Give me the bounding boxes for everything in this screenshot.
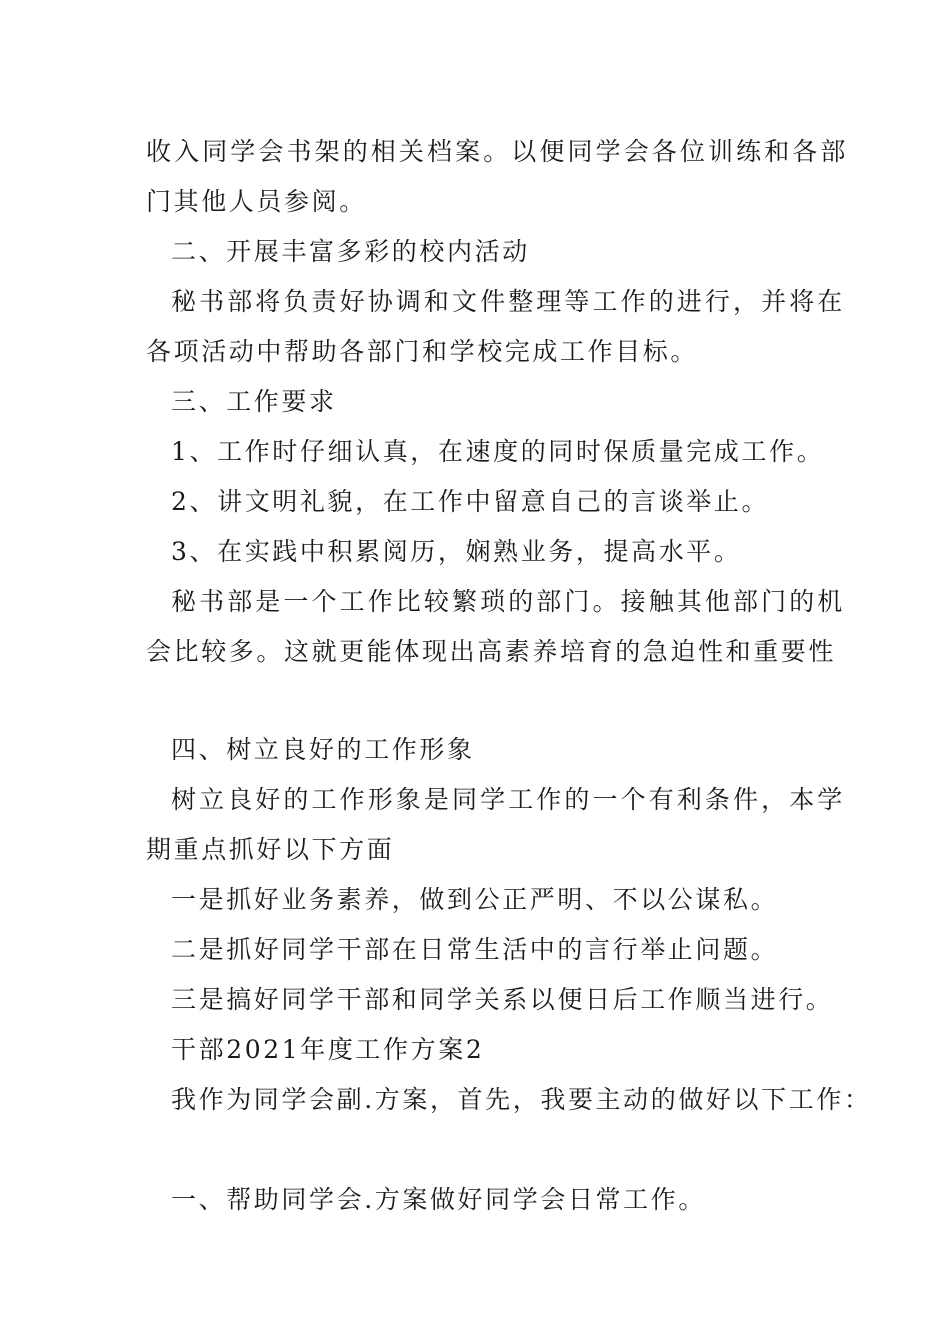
- text-line: 各项活动中帮助各部门和学校完成工作目标。: [146, 337, 699, 366]
- text-line: 收入同学会书架的相关档案。以便同学会各位训练和各部: [146, 137, 849, 166]
- list-item: 2、讲文明礼貌，在工作中留意自己的言谈举止。: [171, 487, 770, 516]
- text-line: 树立良好的工作形象是同学工作的一个有利条件，本学: [171, 785, 846, 814]
- text-line: 门其他人员参阅。: [146, 187, 367, 216]
- section-heading: 四、树立良好的工作形象: [171, 735, 475, 764]
- text-line: 一是抓好业务素养，做到公正严明、不以公谋私。: [171, 885, 779, 914]
- text-line: 秘书部是一个工作比较繁琐的部门。接触其他部门的机: [171, 587, 846, 616]
- list-item: 3、在实践中积累阅历，娴熟业务，提高水平。: [171, 537, 742, 566]
- text-line: 三是搞好同学干部和同学关系以便日后工作顺当进行。: [171, 985, 834, 1014]
- section-heading: 二、开展丰富多彩的校内活动: [171, 237, 530, 266]
- text-line: 秘书部将负责好协调和文件整理等工作的进行，并将在: [171, 287, 846, 316]
- text-line: 期重点抓好以下方面: [146, 835, 395, 864]
- section-title: 干部2021年度工作方案2: [171, 1035, 485, 1064]
- text-line: 会比较多。这就更能体现出高素养培育的急迫性和重要性: [146, 637, 837, 666]
- text-line: 二是抓好同学干部在日常生活中的言行举止问题。: [171, 935, 779, 964]
- section-heading: 三、工作要求: [171, 387, 337, 416]
- section-heading: 一、帮助同学会.方案做好同学会日常工作。: [171, 1185, 706, 1214]
- text-line: 我作为同学会副.方案，首先，我要主动的做好以下工作：: [171, 1085, 872, 1114]
- list-item: 1、工作时仔细认真，在速度的同时保质量完成工作。: [171, 437, 825, 466]
